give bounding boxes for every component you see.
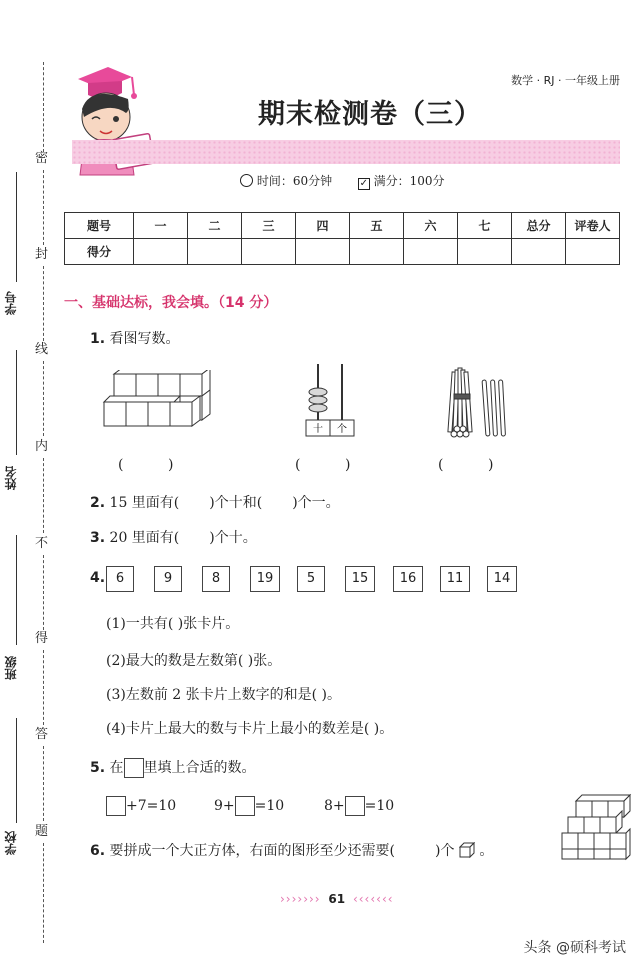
cube-icon — [459, 842, 475, 858]
score-cell: 一 — [134, 213, 188, 239]
page-title: 期末检测卷（三） — [258, 99, 482, 130]
score-cell: 得分 — [65, 239, 134, 265]
question-6: 6. 要拼成一个大正方体，右面的图形至少还需要( )个 。 — [90, 843, 494, 859]
score-input-cell[interactable] — [296, 239, 350, 265]
checkmark-icon: ✓ — [359, 178, 368, 189]
abacus-label-tens: 十 — [313, 424, 323, 435]
seal-line-bottom — [43, 843, 44, 943]
number-card: 9 — [154, 566, 182, 592]
seal-char-1: 密 — [35, 151, 49, 166]
score-cell: 评卷人 — [566, 213, 620, 239]
equation-1: +7=10 — [106, 796, 176, 816]
seal-line — [43, 170, 44, 245]
score-cell: 七 — [458, 213, 512, 239]
question-4-part-1: (1)一共有( )张卡片。 — [106, 616, 240, 632]
field-name: 姓名 — [4, 466, 18, 490]
score-input-cell[interactable] — [404, 239, 458, 265]
score-input-cell[interactable] — [566, 239, 620, 265]
field-school: 学校 — [4, 831, 18, 855]
score-input-cell[interactable] — [458, 239, 512, 265]
title-band-dots — [72, 140, 620, 164]
field-line — [16, 172, 17, 282]
score-cell: 题号 — [65, 213, 134, 239]
question-4-part-3: (3)左数前 2 张卡片上数字的和是( )。 — [106, 687, 342, 703]
seal-line — [43, 650, 44, 725]
seal-char-5: 不 — [35, 536, 49, 551]
score-cell: 三 — [242, 213, 296, 239]
score-input-cell[interactable] — [350, 239, 404, 265]
time-limit: 时间：60分钟 — [256, 174, 333, 188]
field-line — [16, 350, 17, 455]
answer-blank[interactable]: ( ) — [438, 457, 494, 473]
number-card: 14 — [487, 566, 517, 592]
seal-line-top — [43, 62, 44, 152]
answer-blank[interactable]: ( ) — [295, 457, 351, 473]
question-3: 3. 20 里面有( )个十。 — [90, 530, 257, 546]
question-4: 4. — [90, 570, 106, 586]
question-number: 6 — [90, 843, 100, 859]
question-number: 4 — [90, 570, 100, 586]
question-1: 1. 看图写数。 — [90, 331, 180, 347]
seal-char-2: 封 — [35, 247, 49, 262]
score-cell: 六 — [404, 213, 458, 239]
score-table — [64, 212, 620, 265]
number-card: 5 — [297, 566, 325, 592]
number-card: 15 — [345, 566, 375, 592]
arrows-left: ››››››› — [280, 892, 321, 906]
score-input-cell[interactable] — [134, 239, 188, 265]
score-input-cell[interactable] — [242, 239, 296, 265]
seal-line — [43, 555, 44, 630]
number-card: 8 — [202, 566, 230, 592]
answer-box[interactable] — [124, 758, 144, 778]
field-line — [16, 535, 17, 645]
exam-info — [240, 172, 445, 190]
clock-icon — [240, 174, 253, 187]
subject-label: 数学 · RJ · 一年级上册 — [511, 74, 620, 87]
seal-char-3: 线 — [35, 342, 49, 357]
seal-line — [43, 458, 44, 533]
question-5: 5. 在 里填上合适的数。 — [90, 760, 256, 776]
seal-char-4: 内 — [35, 439, 49, 454]
score-cell: 五 — [350, 213, 404, 239]
seal-line — [43, 266, 44, 341]
cube-stack-figure — [100, 370, 212, 432]
number-card: 11 — [440, 566, 470, 592]
question-text: 看图写数。 — [109, 331, 180, 347]
question-2: 2. 15 里面有( )个十和( )个一。 — [90, 495, 340, 511]
question-number: 1 — [90, 331, 100, 347]
sticks-bundle-figure — [440, 364, 520, 440]
score-table-score-row — [65, 239, 620, 265]
seal-char-7: 答 — [35, 727, 49, 742]
answer-blank[interactable]: ( ) — [118, 457, 174, 473]
score-cell: 四 — [296, 213, 350, 239]
abacus-figure — [300, 362, 360, 440]
abacus-label-ones: 个 — [337, 424, 347, 435]
question-number: 3 — [90, 530, 100, 546]
section-heading: 一、基础达标，我会填。（14 分） — [64, 295, 278, 311]
partial-cube-figure — [558, 793, 632, 863]
number-card: 16 — [393, 566, 423, 592]
question-4-part-4: (4)卡片上最大的数与卡片上最小的数差是( )。 — [106, 721, 394, 737]
answer-box[interactable] — [106, 796, 126, 816]
equation-2: 9+ =10 — [214, 798, 285, 814]
score-table-header-row — [65, 213, 620, 239]
full-score: 满分：100分 — [373, 174, 445, 188]
question-number: 2 — [90, 495, 100, 511]
question-number: 5 — [90, 760, 100, 776]
score-cell: 总分 — [512, 213, 566, 239]
seal-char-8: 题 — [35, 824, 49, 839]
answer-box[interactable] — [345, 796, 365, 816]
answer-box[interactable] — [235, 796, 255, 816]
equation-3: 8+ =10 — [324, 798, 395, 814]
field-line — [16, 718, 17, 823]
field-class: 班级 — [4, 656, 18, 680]
question-4-part-2: (2)最大的数是左数第( )张。 — [106, 653, 282, 669]
seal-char-6: 得 — [35, 631, 49, 646]
arrows-right: ‹‹‹‹‹‹‹ — [352, 892, 394, 906]
score-cell: 二 — [188, 213, 242, 239]
number-card: 19 — [250, 566, 280, 592]
seal-line — [43, 746, 44, 821]
page-number: 61 — [328, 892, 346, 906]
number-card: 6 — [106, 566, 134, 592]
score-input-cell[interactable] — [512, 239, 566, 265]
watermark: 头条 @硕科考试 — [523, 940, 626, 956]
field-student-id: 学号 — [4, 291, 18, 315]
seal-line — [43, 361, 44, 436]
score-input-cell[interactable] — [188, 239, 242, 265]
page-number-footer — [280, 892, 394, 906]
